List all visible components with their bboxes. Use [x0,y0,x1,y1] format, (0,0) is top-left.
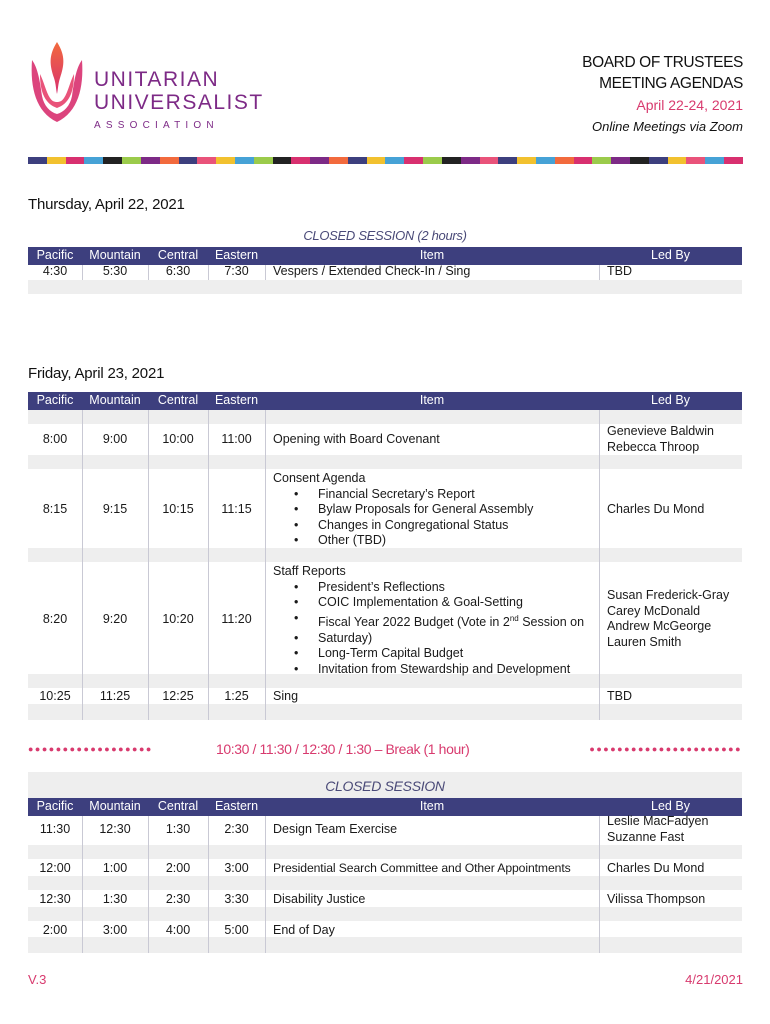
dots-right: ●●●●●●●●●●●●●●●●●●●●●● [589,744,742,754]
list-item: • COIC Implementation & Goal-Setting [318,595,595,611]
break-label: 10:30 / 11:30 / 12:30 / 1:30 – Break (1 hour) [216,741,470,757]
uua-logo [26,38,266,138]
thursday-table-header [28,247,742,265]
header-dates: April 22-24, 2021 [636,97,743,113]
list-item: • Fiscal Year 2022 Budget (Vote in 2nd Session on [318,611,595,631]
color-stripe [28,157,743,164]
list-item: • Long-Term Capital Budget [318,646,595,662]
break-divider [28,740,742,758]
footer-date: 4/21/2021 [685,972,743,987]
thursday-title: Thursday, April 22, 2021 [28,196,185,213]
dots-left: ●●●●●●●●●●●●●●●●●● [28,744,153,754]
logo-unitarian: UNITARIAN [94,68,220,91]
header-title-2: MEETING AGENDAS [599,75,743,92]
col-led-by: Led By [651,248,690,262]
chalice-flame-icon [26,38,88,134]
list-item: • Invitation from Stewardship and Development [318,662,595,678]
friday-table-header: Pacific Mountain Central Eastern Item Led By [28,392,742,410]
list-item: • Financial Secretary’s Report [318,487,595,503]
list-item: • Bylaw Proposals for General Assembly [318,502,595,518]
staff-reports-list [273,580,595,678]
col-mountain: Mountain [89,248,141,262]
list-item: • Changes in Congregational Status [318,518,595,534]
col-item: Item [419,248,445,262]
logo-universalist: UNIVERSALIST [94,91,264,114]
header-title-1: BOARD OF TRUSTEES [582,54,743,71]
document-header [582,52,743,137]
closed-session-table-header: Pacific Mountain Central Eastern Item Led By [28,798,742,816]
footer-version: V.3 [28,972,47,987]
logo-association: ASSOCIATION [94,120,219,131]
list-item-continuation: • Saturday) [318,631,595,647]
consent-agenda-list [273,487,595,549]
thursday-session-title: CLOSED SESSION (2 hours) [303,228,467,243]
friday-session-title: CLOSED SESSION [325,778,445,794]
col-pacific: Pacific [36,248,74,262]
friday-title: Friday, April 23, 2021 [28,365,165,382]
list-item: • Other (TBD) [318,533,595,549]
header-subtitle: Online Meetings via Zoom [591,119,743,134]
list-item: • President’s Reflections [318,580,595,596]
col-eastern: Eastern [214,248,259,262]
col-central: Central [157,248,199,262]
